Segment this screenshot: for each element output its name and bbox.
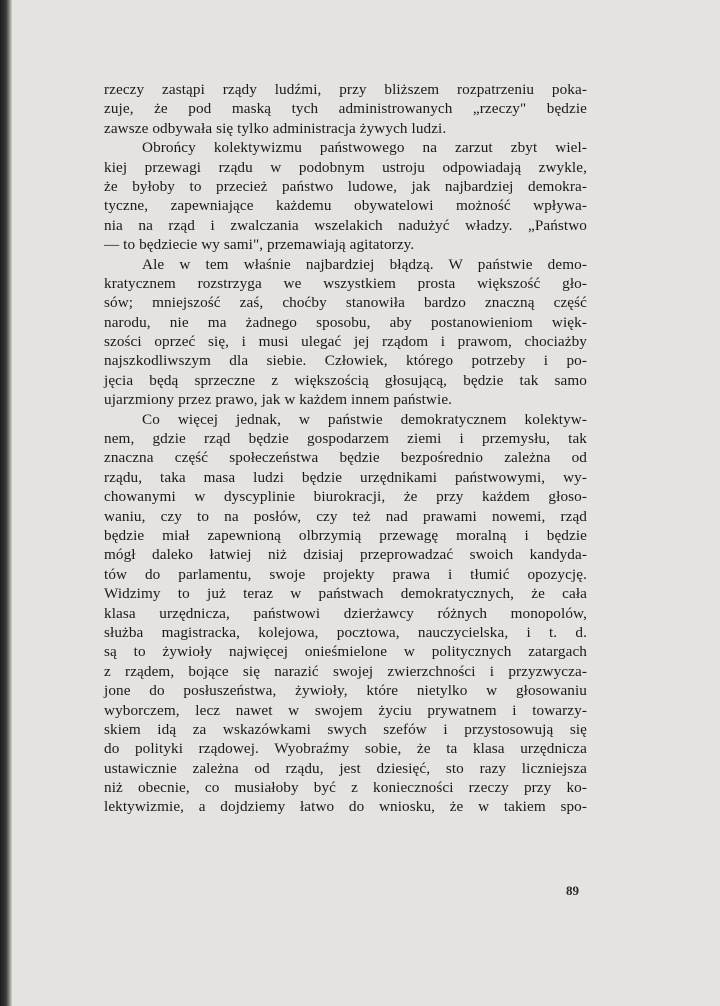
body-text — [104, 80, 587, 817]
text-line: rzeczy zastąpi rządy ludźmi, przy bliższem rozpatrzeniu poka- — [104, 81, 587, 98]
text-line: ustawicznie zależna od rządu, jest dziesięć, sto razy liczniejsza — [104, 759, 587, 777]
text-line: — to będziecie wy sami", przemawiają agitatorzy. — [104, 236, 415, 254]
text-line: nia na rząd i zwalczania wszelakich nadużyć władzy. „Państwo — [104, 216, 587, 234]
text-line: skiem idą za wskazówkami swych szefów i przystosowują się — [104, 720, 587, 738]
text-line: Widzimy to już teraz w państwach demokratycznych, że cała — [104, 585, 587, 603]
text-line: sów; mniejszość zaś, choćby stanowiła bardzo znaczną część — [104, 294, 587, 312]
text-line: klasa urzędnicza, państwowi dzierżawcy różnych monopolów, — [104, 604, 587, 622]
text-line: tów do parlamentu, swoje projekty prawa i tłumić opozycję. — [104, 565, 587, 583]
text-line: narodu, nie ma żadnego sposobu, aby postanowieniom więk- — [104, 313, 587, 331]
text-line: kratycznem rozstrzyga we wszystkiem prosta większość gło- — [104, 274, 587, 292]
text-line: ujarzmiony przez prawo, jak w każdem innem państwie. — [104, 391, 453, 409]
text-line: są to żywioły najwięcej onieśmielone w politycznych zatargach — [104, 643, 587, 661]
text-line: zawsze odbywała się tylko administracja żywych ludzi. — [104, 119, 447, 137]
text-line: Ale w tem właśnie najbardziej błądzą. W państwie demo- — [142, 255, 587, 273]
text-line: chowanymi w dyscyplinie biurokracji, że przy każdem głoso- — [104, 488, 587, 506]
text-line: do polityki rządowej. Wyobraźmy sobie, że ta klasa urzędnicza — [104, 740, 587, 758]
text-line: znaczna część społeczeństwa będzie bezpośrednio zależna od — [104, 449, 587, 467]
text-line: służba magistracka, kolejowa, pocztowa, nauczycielska, i t. d. — [104, 623, 587, 641]
text-line: waniu, czy to na posłów, czy też nad prawami nowemi, rząd — [104, 507, 587, 525]
book-spine-shadow — [0, 0, 12, 1006]
text-line: że byłoby to przecież państwo ludowe, jak najbardziej demokra- — [104, 177, 587, 195]
text-line: niż obecnie, co musiałoby być z konieczności rzeczy przy ko- — [104, 779, 587, 797]
text-line: wyborczem, lecz nawet w swojem życiu prywatnem i towarzy- — [104, 701, 587, 719]
text-line: mógł daleko łatwiej niż dzisiaj przeprowadzać swoich kandyda- — [104, 546, 587, 564]
text-line: najszkodliwszym dla siebie. Człowiek, którego potrzeby i po- — [104, 352, 587, 370]
text-line: jęcia będą sprzeczne z większością głosującą, będzie tak samo — [104, 371, 587, 389]
page-number: 89 — [566, 883, 579, 898]
text-line: kiej przewagi rządu w podobnym ustroju odpowiadają zwykle, — [104, 158, 587, 176]
text-line: jone do posłuszeństwa, żywioły, które nietylko w głosowaniu — [104, 682, 587, 700]
text-line: Obrońcy kolektywizmu państwowego na zarzut zbyt wiel- — [142, 139, 587, 157]
text-line: szości oprzeć się, i musi ulegać jej rządom i prawom, chociażby — [104, 333, 587, 351]
text-line: lektywizmie, a dojdziemy łatwo do wniosku, że w takiem spo- — [104, 798, 587, 816]
text-line: rządu, taka masa ludzi będzie urzędnikami państwowymi, wy- — [104, 468, 587, 486]
text-line: zuje, że pod maską tych administrowanych „rzeczy" będzie — [104, 100, 587, 118]
text-line: z rządem, bojące się narazić swojej zwierzchności i przyzwycza- — [104, 662, 587, 680]
text-line: będzie miał zapewnioną olbrzymią przewagę moralną i będzie — [104, 526, 587, 544]
text-line: Co więcej jednak, w państwie demokratycznem kolektyw- — [142, 410, 587, 428]
text-line: tyczne, zapewniające każdemu obywatelowi możność wpływa- — [104, 197, 587, 215]
text-line: nem, gdzie rząd będzie gospodarzem ziemi i przemysłu, tak — [104, 430, 587, 448]
